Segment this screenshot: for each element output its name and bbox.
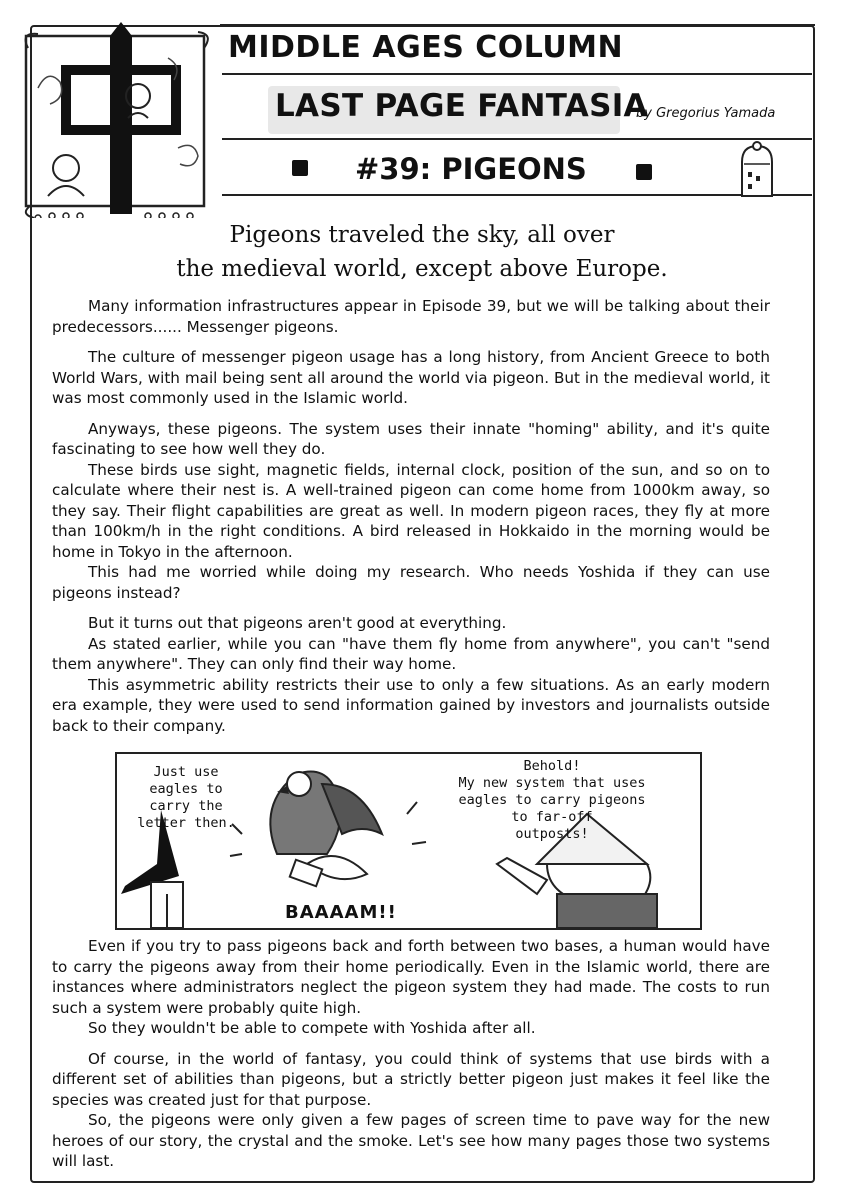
paragraph: So, the pigeons were only given a few pages of screen time to pave way for the new heroes of our story, the crystal and the smoke. Let's see how many pages those two systems will last. bbox=[52, 1111, 770, 1170]
paragraph: Even if you try to pass pigeons back and forth between two bases, a human would have to carry the pigeons away from their home periodically. Even in the Islamic world, there are instances where administrators neglect the pigeon system they had made. The costs to run such a system were probably quite high. bbox=[52, 937, 770, 1017]
bubble-line: Behold! bbox=[523, 758, 581, 774]
paragraph: This asymmetric ability restricts their use to only a few situations. As an early modern era example, they were used to send information gained by investors and journalists outside back to their company. bbox=[52, 675, 770, 735]
speech-bubble-right bbox=[427, 758, 677, 843]
paragraph: But it turns out that pigeons aren't good at everything. bbox=[88, 614, 507, 632]
sound-effect: BAAAAM!! bbox=[285, 902, 397, 923]
header-rule-2 bbox=[222, 138, 812, 140]
article-body-bottom bbox=[52, 936, 770, 1172]
article-body-top bbox=[52, 296, 770, 736]
header-rule-1 bbox=[222, 73, 812, 75]
paragraph: These birds use sight, magnetic fields, internal clock, position of the sun, and so on to calculate where their nest is. A well-trained pigeon can come home from 1000km away, so they say. Their flight capabilities are great as well. In modern pigeon races, they fly at more than 100km/h in the right conditions. A bird released in Hokkaido in the morning would be home in Tokyo in the afternoon. bbox=[52, 460, 770, 561]
illuminated-letter-logo bbox=[18, 18, 218, 218]
paragraph: This had me worried while doing my research. Who needs Yoshida if they can use pigeons instead? bbox=[52, 563, 770, 602]
header-rule-3 bbox=[222, 194, 812, 196]
paragraph: So they wouldn't be able to compete with Yoshida after all. bbox=[88, 1019, 536, 1037]
bullet-square-right bbox=[636, 164, 652, 180]
bubble-line: Just use bbox=[153, 764, 219, 780]
bubble-line: eagles to carry pigeons bbox=[458, 792, 646, 808]
comic-panel bbox=[115, 752, 702, 930]
page-title: LAST PAGE FANTASIA bbox=[275, 88, 648, 124]
subtitle bbox=[40, 218, 804, 286]
bubble-line: My new system that uses bbox=[458, 775, 646, 791]
paragraph: Of course, in the world of fantasy, you could think of systems that use birds with a different set of abilities than pigeons, but a strictly better pigeon just makes it feel like the species was created just for that purpose. bbox=[52, 1049, 770, 1109]
bullet-square-left bbox=[292, 160, 308, 176]
subtitle-line-1: Pigeons traveled the sky, all over bbox=[229, 222, 615, 248]
paragraph: Many information infrastructures appear in Episode 39, but we will be talking about their predecessors...... Messenger pigeons. bbox=[52, 297, 770, 336]
speech-bubble-left bbox=[131, 764, 241, 832]
paragraph: The culture of messenger pigeon usage has a long history, from Ancient Greece to both World Wars, with mail being sent all around the world via pigeon. But in the medieval world, it was most commonly used in the Islamic world. bbox=[52, 348, 770, 407]
paragraph: Anyways, these pigeons. The system uses their innate "homing" ability, and it's quite fascinating to see how well they do. bbox=[52, 419, 770, 458]
paragraph: As stated earlier, while you can "have them fly home from anywhere", you can't "send them anywhere". They can only find their way home. bbox=[52, 634, 770, 673]
bubble-line: eagles to bbox=[149, 781, 223, 797]
header-rule-top bbox=[220, 24, 815, 26]
episode-title: #39: PIGEONS bbox=[355, 152, 587, 186]
bubble-line: letter then. bbox=[137, 815, 235, 831]
column-title: MIDDLE AGES COLUMN bbox=[228, 30, 624, 65]
bubble-line: carry the bbox=[149, 798, 223, 814]
byline: by Gregorius Yamada bbox=[636, 106, 776, 121]
salt-shaker-doodle bbox=[732, 140, 782, 198]
bubble-line: to far-off bbox=[511, 809, 593, 825]
subtitle-line-2: the medieval world, except above Europe. bbox=[176, 256, 668, 282]
bubble-line: outposts! bbox=[515, 826, 589, 842]
